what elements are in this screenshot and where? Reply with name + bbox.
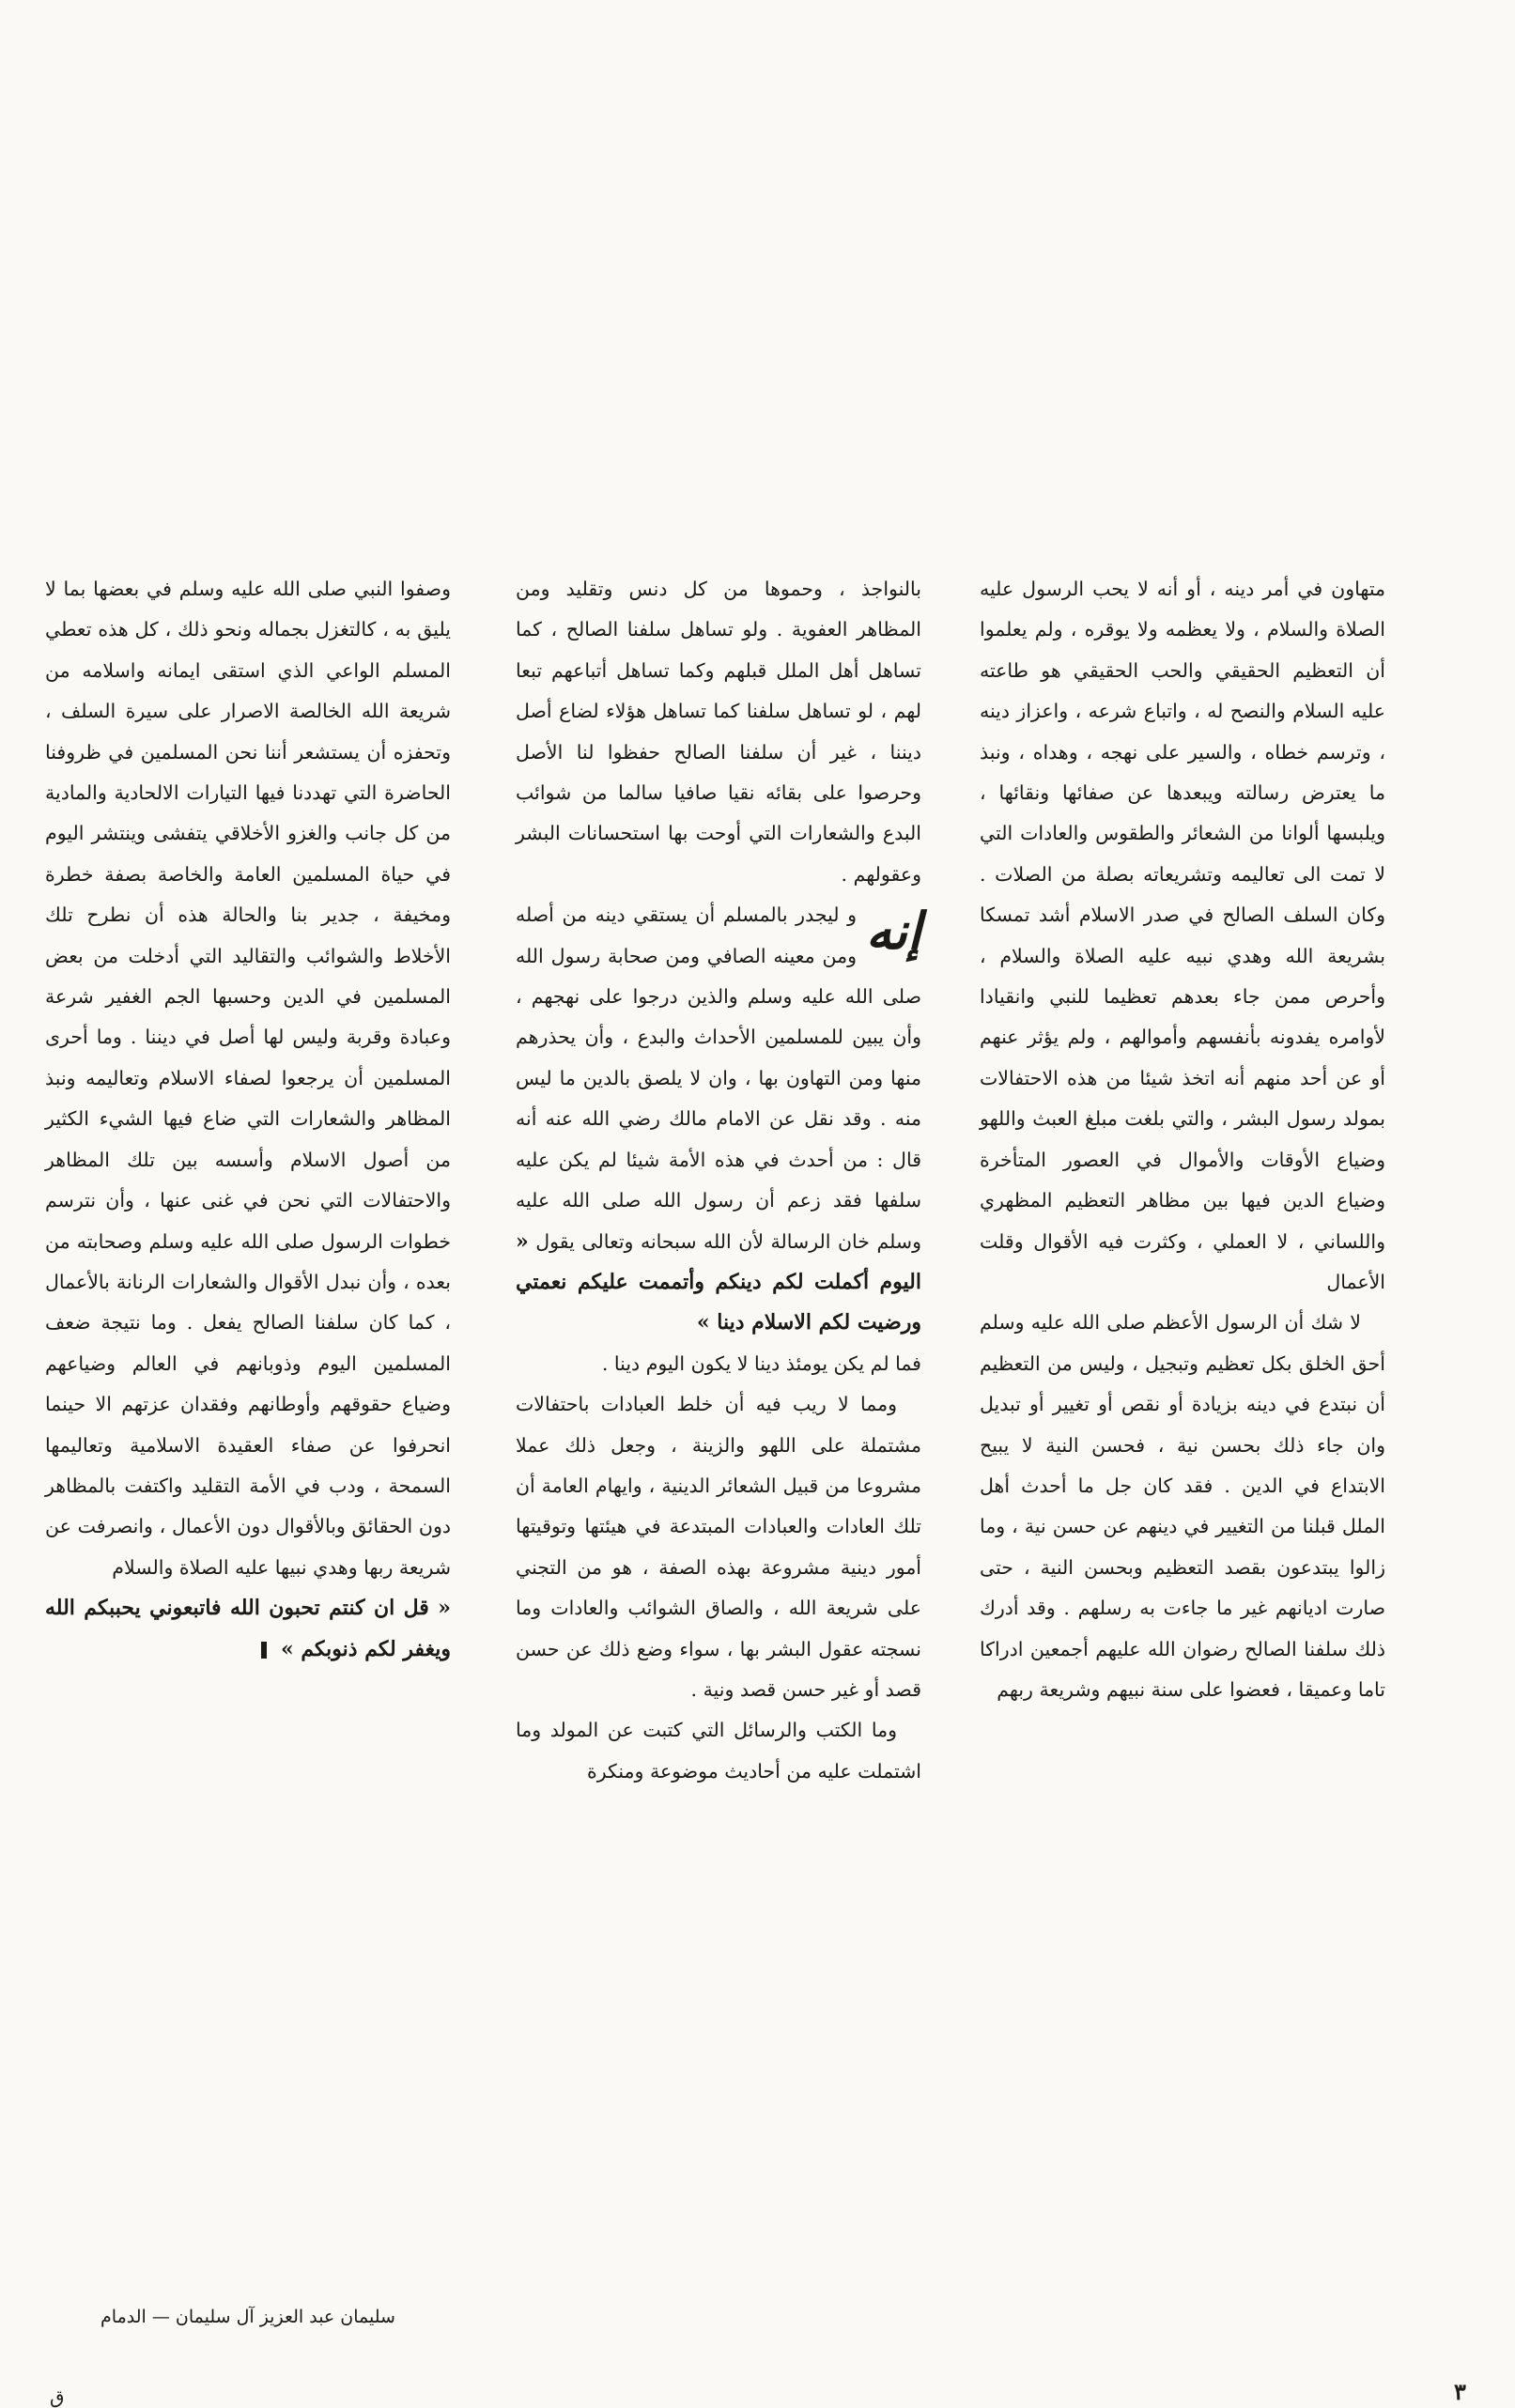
end-mark-icon bbox=[261, 1642, 267, 1659]
corner-mark: ق bbox=[50, 2385, 65, 2408]
paragraph: متهاون في أمر دينه ، أو أنه لا يحب الرسول عليه الصلاة والسلام ، ولا يعظمه ولا يوقره ، ولم يعلموا أن التعظيم الحقيقي والحب الحقيقي هو طاعته عليه السلام والنصح له ، واتباع شرعه ، واعزاز دينه ، وترسم خطاه ، والسير على نهجه ، وهداه ، ونبذ ما يعترض رسالته ويبعدها عن صفائها ونقائها ، ويلبسها ألوانا من الشعائر والطقوس والعادات التي لا تمت الى تعاليمه وتشريعاته بصلة من الصلات . وكان السلف الصالح في صدر الاسلام أشد تمسكا بشريعة الله وهدي نبيه عليه الصلاة والسلام ، وأحرص ممن جاء بعدهم تعظيما للنبي وانقيادا لأوامره يفدونه بأنفسهم وأموالهم ، ولم يؤثر عنهم أو عن أحد منهم أنه اتخذ شيئا من هذه الاحتفالات بمولد رسول البشر ، والتي بلغت مبلغ العبث واللهو وضياع الأوقات والأموال في العصور المتأخرة وضياع الدين فيها بين مظاهر التعظيم المظهري واللساني ، لا العملي ، وكثرت فيه الأقوال وقلت الأعمال bbox=[980, 578, 1385, 1293]
article-column-left bbox=[45, 569, 451, 1670]
paragraph: وصفوا النبي صلى الله عليه وسلم في بعضها بما لا يليق به ، كالتغزل بجماله ونحو ذلك ، كل هذه تعطي المسلم الواعي الذي استقى ايمانه واسلامه من شريعة الله الخالصة الاصرار على سيرة السلف ، وتحفزه أن يستشعر أننا نحن المسلمين في ظروفنا الحاضرة التي تهددنا فيها التيارات الالحادية والمادية من كل جانب والغزو الأخلاقي يتفشى وينتشر اليوم في حياة المسلمين العامة والخاصة بصفة خطرة ومخيفة ، جدير بنا والحالة هذه أن نطرح تلك الأخلاط والشوائب والتقاليد التي أدخلت من بعض المسلمين في الدين وحسبها الجم الغفير شرعة وعبادة وقربة وليس لها أصل في ديننا . وما أحرى المسلمين أن يرجعوا لصفاء الاسلام وتعاليمه ونبذ المظاهر والشعارات التي ضاع فيها الشيء الكثير من أصول الاسلام وأسسه بين تلك المظاهر والاحتفالات التي نحن في غنى عنها ، وأن نترسم خطوات الرسول صلى الله عليه وسلم وصحابته من بعده ، وأن نبدل الأقوال والشعارات الرنانة بالأعمال ، كما كان سلفنا الصالح يفعل . وما نتيجة ضعف المسلمين اليوم وذوبانهم في العالم وضياعهم وضياع حقوقهم وأوطانهم وفقدان عزتهم الا حينما انحرفوا عن صفاء العقيدة الاسلامية وتعاليمها السمحة ، ودب في الأمة التقليد واكتفت بالمظاهر دون الحقائق وبالأقوال دون الأعمال ، وانصرفت عن شريعة ربها وهدي نبيها عليه الصلاة والسلام bbox=[45, 578, 451, 1579]
decorative-initial: إنه bbox=[866, 901, 921, 962]
page-number: ٣ bbox=[1454, 2378, 1466, 2405]
quran-verse: « قل ان كنتم تحبون الله فاتبعوني يحببكم الله ويغفر لكم ذنوبكم » bbox=[45, 1596, 451, 1661]
paragraph: ومما لا ريب فيه أن خلط العبادات باحتفالات مشتملة على اللهو والزينة ، وجعل ذلك عملا مشروعا من قبيل الشعائر الدينية ، وايهام العامة أن تلك العادات والعبادات المبتدعة في هيئتها وتوقيتها أمور دينية مشروعة بهذه الصفة ، هو من التجني على شريعة الله ، والصاق الشوائب والعادات وما نسجته عقول البشر بها ، سواء وضع ذلك عن حسن قصد أو غير حسن قصد ونية . bbox=[516, 1393, 921, 1701]
paragraph: لا شك أن الرسول الأعظم صلى الله عليه وسلم أحق الخلق بكل تعظيم وتبجيل ، وليس من التعظيم أن نبتدع في دينه بزيادة أو نقص أو تغيير أو تبديل وان جاء ذلك بحسن نية ، فحسن النية لا يبيح الابتداع في الدين . فقد كان جل ما أحدث أهل الملل قبلنا من التغيير في دينهم عن حسن نية ، وما زالوا يبتدعون بقصد التعظيم وبحسن النية ، حتى صارت اديانهم غير ما جاءت به رسلهم . وقد أدرك ذلك سلفنا الصالح رضوان الله عليهم أجمعين ادراكا تاما وعميقا ، فعضوا على سنة نبيهم وشريعة ربهم bbox=[980, 1311, 1385, 1701]
paragraph: بالنواجذ ، وحموها من كل دنس وتقليد ومن المظاهر العفوية . ولو تساهل سلفنا الصالح ، كما تساهل أهل الملل قبلهم وكما تساهل أتباعهم تبعا لهم ، لو تساهل سلفنا كما تساهل هؤلاء لضاع أصل ديننا ، غير أن سلفنا الصالح حفظوا لنا الأصل وحرصوا على بقائه نقيا صافيا سالما من شوائب البدع والشعارات التي أوحت بها استحسانات البشر وعقولهم . bbox=[516, 578, 921, 886]
article-column-right bbox=[980, 569, 1385, 1710]
paragraph: و ليجدر بالمسلم أن يستقي دينه من أصله ومن معينه الصافي ومن صحابة رسول الله صلى الله عليه وسلم والذين درجوا على نهجهم ، وأن يبين للمسلمين الأحداث والبدع ، وأن يحذرهم منها ومن التهاون بها ، وان لا يلصق بالدين ما ليس منه . وقد نقل عن الامام مالك رضي الله عنه أنه قال : من أحدث في هذه الأمة شيئا لم يكن عليه سلفها فقد زعم أن رسول الله صلى الله عليه وسلم خان الرسالة لأن الله سبحانه وتعالى يقول bbox=[516, 903, 921, 1253]
article-column-middle bbox=[516, 569, 921, 1792]
paragraph: وما الكتب والرسائل التي كتبت عن المولد وما اشتملت عليه من أحاديث موضوعة ومنكرة bbox=[516, 1719, 921, 1783]
quran-verse: « اليوم أكملت لكم دينكم وأتممت عليكم نعمتي ورضيت لكم الاسلام دينا » bbox=[516, 1228, 921, 1335]
paragraph: فما لم يكن يومئذ دينا لا يكون اليوم دينا . bbox=[601, 1351, 921, 1375]
author-signature: سليمان عبد العزيز آل سليمان — الدمام bbox=[100, 2307, 395, 2327]
